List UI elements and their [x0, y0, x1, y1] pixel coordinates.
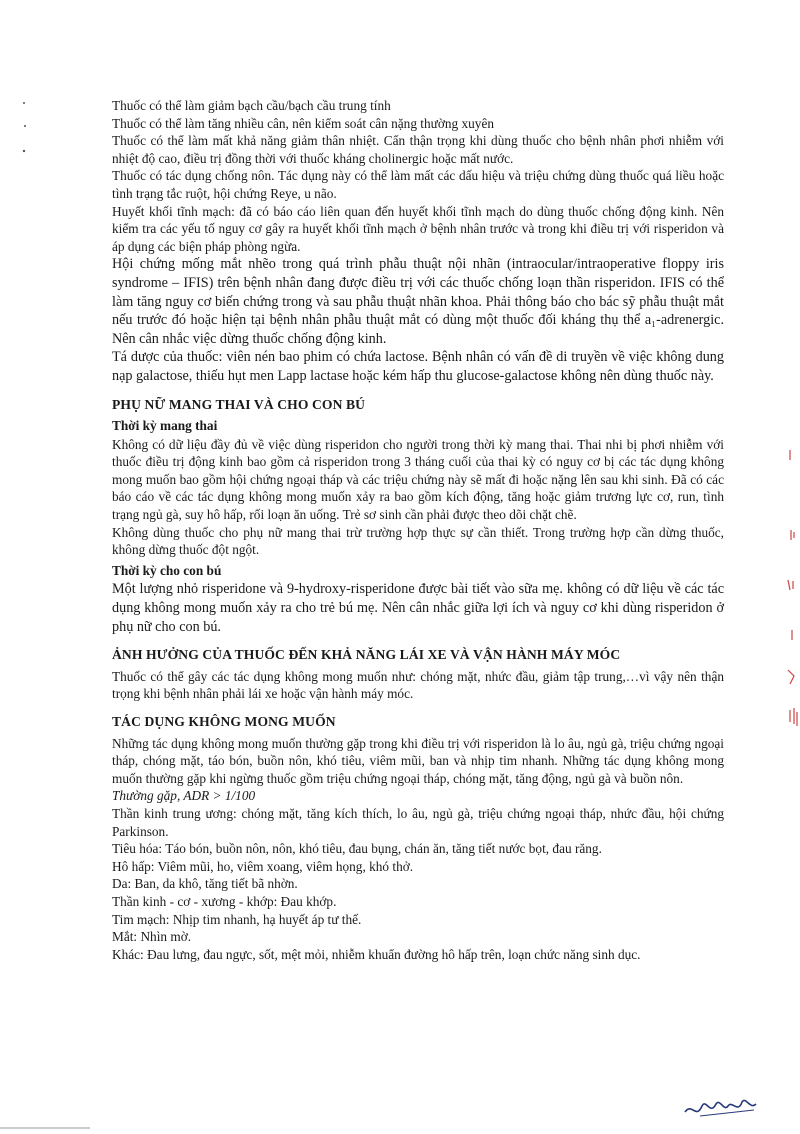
section-heading-pregnancy: PHỤ NỮ MANG THAI VÀ CHO CON BÚ — [112, 396, 366, 412]
subheading-breastfeeding: Thời kỳ cho con bú — [112, 562, 222, 578]
adverse-item: Mắt: Nhìn mờ. — [112, 929, 192, 945]
subheading-pregnancy: Thời kỳ mang thai — [112, 418, 218, 434]
adverse-item: Thần kinh - cơ - xương - khớp: Đau khớp. — [112, 893, 337, 909]
adverse-item: Da: Ban, da khô, tăng tiết bã nhờn. — [112, 876, 298, 892]
handwritten-initials-signature — [680, 1092, 770, 1122]
precaution-line: Thuốc có thể làm mất khả năng giảm thân nhiệt. Cẩn thận trọng khi dùng thuốc cho bệnh nhân phơi nhiễm với nhiệt độ cao, điều trị đồng thời với thuốc kháng cholinergic hoặc mất nước. — [112, 133, 724, 166]
section-heading-adverse-effects: TÁC DỤNG KHÔNG MONG MUỐN — [112, 714, 336, 729]
footer-rule — [0, 1116, 90, 1118]
paragraph: Thuốc có thể gây các tác dụng không mong muốn như: chóng mặt, nhức đầu, giảm tập trung,…vì vậy nên thận trọng khi bệnh nhân phải lái xe hoặc vận hành máy móc. — [112, 668, 724, 702]
paragraph: Không có dữ liệu đầy đủ về việc dùng risperidon cho người trong thời kỳ mang thai. Thai nhi bị phơi nhiễm với thuốc điều trị động kinh bao gồm cả risperidon trong 3 tháng cuối của thai kỳ có nguy cơ bị các tác dụng không mong muốn bao gồm hội chứng ngoại tháp và các triệu chứng này sẽ mất đi hoặc nặng lên sau khi sinh. Đã có các báo cáo về các tác dụng không mong muốn xảy ra bao gồm kích động, tăng hoặc giảm trương lực cơ, run, tình trạng ngủ gà, suy hô hấp, rối loạn ăn uống. Trẻ sơ sinh cần phải được theo dõi chặt chẽ. — [112, 436, 724, 523]
precaution-line: Thuốc có tác dụng chống nôn. Tác dụng này có thể làm mất các dấu hiệu và triệu chứng dùng thuốc quá liều hoặc tình trạng tắc ruột, hội chứng Reye, u não. — [112, 168, 724, 201]
paragraph: Những tác dụng không mong muốn thường gặp trong khi điều trị với risperidon là lo âu, ngủ gà, triệu chứng ngoại tháp, chóng mặt, táo bón, buồn nôn, khó tiêu, viêm mũi, ban và nhịp tim nhanh. Những tác dụng không mong muốn thường gặp khi ngừng thuốc gồm triệu chứng ngoại tháp, chóng mặt, tăng động, ngủ gà và buồn nôn. — [112, 735, 724, 786]
adverse-item: Thần kinh trung ương: chóng mặt, tăng kích thích, lo âu, ngủ gà, triệu chứng ngoại tháp, nhức đầu, hội chứng Parkinson. — [112, 805, 724, 839]
adverse-item: Hô hấp: Viêm mũi, ho, viêm xoang, viêm họng, khó thở. — [112, 858, 414, 874]
paragraph: Một lượng nhỏ risperidone và 9-hydroxy-risperidone được bài tiết vào sữa mẹ. không có dữ liệu về các tác dụng không mong muốn xảy ra cho trẻ bú mẹ. Nên cân nhắc giữa lợi ích và nguy cơ khi dùng risperidon ở phụ nữ cho con bú. — [112, 581, 724, 635]
frequency-label: Thường gặp, ADR > 1/100 — [112, 788, 256, 804]
adverse-item: Tim mạch: Nhịp tim nhanh, hạ huyết áp tư thế. — [112, 911, 362, 927]
precaution-line: Tá dược của thuốc: viên nén bao phim có chứa lactose. Bệnh nhân có vấn đề di truyền về việc không dung nạp galactose, thiếu hụt men Lapp lactase hoặc kém hấp thu glucose-galactose không nên dùng thuốc này. — [112, 349, 724, 384]
adverse-item: Tiêu hóa: Táo bón, buồn nôn, nôn, khó tiêu, đau bụng, chán ăn, tăng tiết nước bọt, đau răng. — [112, 841, 602, 857]
precaution-line: Thuốc có thể làm giảm bạch cầu/bạch cầu trung tính — [112, 98, 391, 113]
document-body — [112, 97, 724, 963]
margin-dots — [20, 100, 30, 160]
adverse-item: Khác: Đau lưng, đau ngực, sốt, mệt mỏi, nhiễm khuẩn đường hô hấp trên, loạn chức năng sinh dục. — [112, 946, 641, 962]
precaution-line: Huyết khối tĩnh mạch: đã có báo cáo liên quan đến huyết khối tĩnh mạch do dùng thuốc chống động kinh. Nên kiểm tra các yếu tố nguy cơ gây ra huyết khối tĩnh mạch ở bệnh nhân trước và trong khi điều trị với risperidon và áp dụng các biện pháp phòng ngừa. — [112, 203, 724, 254]
precaution-line: Thuốc có thể làm tăng nhiều cân, nên kiểm soát cân nặng thường xuyên — [112, 115, 495, 131]
section-heading-driving: ẢNH HƯỞNG CỦA THUỐC ĐẾN KHẢ NĂNG LÁI XE VÀ VẬN HÀNH MÁY MÓC — [112, 647, 621, 663]
precaution-line: Hội chứng mống mắt nhẽo trong quá trình phẫu thuật nội nhãn (intraocular/intraoperative floppy iris syndrome – IFIS) trên bệnh nhân đang được điều trị với các thuốc chống loạn thần risperidon. IFIS có thể làm tăng nguy cơ biến chứng trong và sau phẫu thuật nhãn khoa. Phải thông báo cho bác sỹ phẫu thuật mắt nếu trước đó hoặc hiện tại bệnh nhân phẫu thuật mắt có dùng một thuốc đối kháng thụ thể a₁-adrenergic. Nên cân nhắc việc dừng thuốc chống động kinh. — [112, 256, 724, 347]
paragraph: Không dùng thuốc cho phụ nữ mang thai trừ trường hợp thực sự cần thiết. Trong trường hợp cần dừng thuốc, không dừng thuốc đột ngột. — [112, 524, 724, 558]
margin-scan-marks — [782, 440, 800, 740]
